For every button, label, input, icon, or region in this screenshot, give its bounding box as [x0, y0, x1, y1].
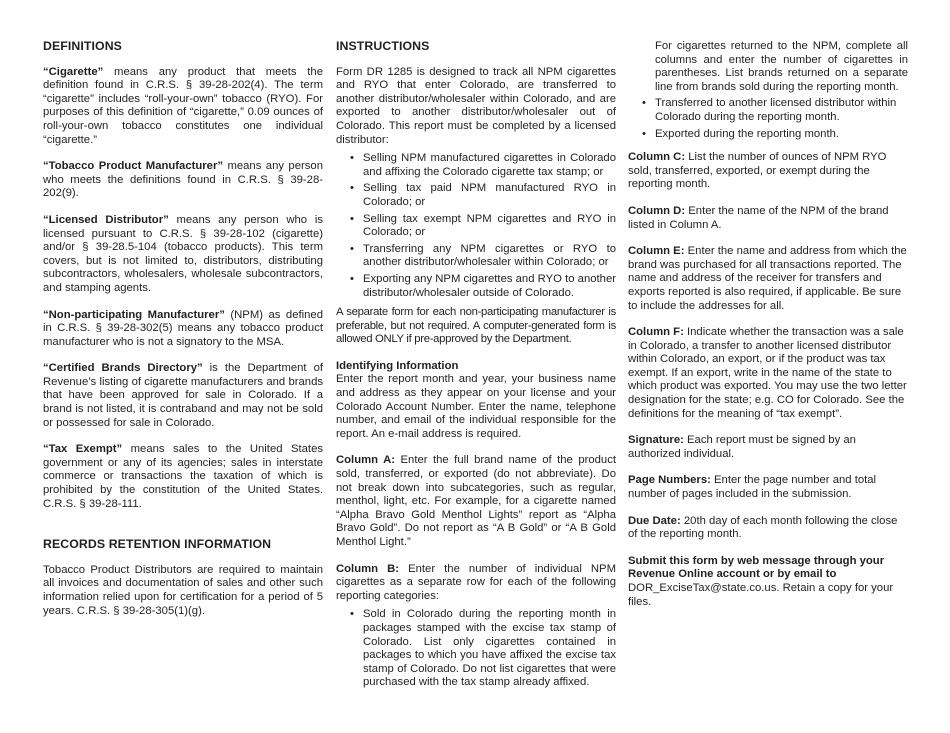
column-label: Column D: [628, 204, 686, 217]
page-numbers-instructions [628, 474, 908, 501]
definition-text: means any person who meets the definitions found in C.R.S. § 39-28-202(9). [43, 160, 323, 200]
signature-instructions [628, 434, 908, 461]
submission-label: Submit this form by web message through your Revenue Online account or by email to [628, 554, 885, 581]
definition-term: “Tax Exempt” [43, 443, 123, 456]
section-label: Signature: [628, 434, 684, 447]
column-text: Enter the name and address from which the brand was purchased for all transactions reported. The name and address of the receiver for transfers and exports reported is also required, if applicable. Be sure to include the addresses for all. [628, 245, 907, 312]
column-label: Column B: [336, 562, 400, 575]
list-item: • Selling tax exempt NPM cigarettes and RYO in Colorado; or [350, 213, 616, 240]
column-c-instructions [628, 151, 908, 192]
separate-form-note: A separate form for each non-participating manufacturer is preferable, but not required. A computer-generated form is allowed ONLY if pre-approved by the Department. [336, 306, 616, 346]
definition-term: “Non-participating Manufacturer” [43, 308, 225, 321]
submission-text: DOR_ExciseTax@state.co.us. Retain a copy for your files. [628, 582, 894, 608]
column-e-instructions [628, 245, 908, 313]
section-text: 20th day of each month following the close of the reporting month. [628, 514, 898, 541]
instructions-column [336, 40, 616, 696]
identifying-information-heading: Identifying Information [336, 359, 459, 372]
list-item: • Selling tax paid NPM manufactured RYO in Colorado; or [350, 182, 616, 209]
list-item: • Transferring any NPM cigarettes or RYO to another distributor/wholesaler within Colorado; or [350, 243, 616, 270]
definitions-heading: DEFINITIONS [43, 39, 122, 53]
records-retention-text: Tobacco Product Distributors are required to maintain all invoices and documentation of sales and other such information relied upon for certification for a period of 5 years. C.R.S. § 39-28-305(1)(g). [43, 563, 323, 617]
definition-licensed-distributor [43, 214, 323, 296]
column-b-category-list-continued [628, 97, 908, 141]
returned-cigarettes-text: For cigarettes returned to the NPM, complete all columns and enter the number of cigarettes in parentheses. List brands returned on a separate line from brands sold during the reporting month. [655, 40, 908, 93]
column-text: Indicate whether the transaction was a sale in Colorado, a transfer to another licensed distributor within Colorado, an export, or if the product was tax exempt. If an export, write in the name of the state to which product was exported. You may use the two letter designation for the state; e.g. CO for Colorado. See the definitions for the meaning of “tax exempt”. [628, 326, 907, 420]
column-f-instructions [628, 326, 908, 421]
instructions-heading: INSTRUCTIONS [336, 39, 430, 53]
column-text: Enter the number of individual NPM cigarettes as a separate row for each of the following reporting categories: [336, 562, 617, 602]
spacer [43, 524, 323, 538]
identifying-information-text: Enter the report month and year, your business name and address as they appear on your license and your Colorado Account Number. Enter the name, telephone number, and email of the individual responsible for the report. An e-mail address is required. [336, 373, 616, 440]
column-b-instructions [336, 563, 616, 604]
records-retention-heading: RECORDS RETENTION INFORMATION [43, 537, 272, 552]
definition-term: “Tobacco Product Manufacturer” [43, 160, 224, 173]
distributor-activity-list [336, 152, 616, 300]
column-b-category-list [336, 608, 616, 690]
definition-non-participating-manufacturer [43, 309, 323, 350]
list-item: • Exporting any NPM cigarettes and RYO to another distributor/wholesaler outside of Colorado. [350, 273, 616, 300]
definition-text: means any product that meets the definition found in C.R.S. § 39-28-202(4). The term “cigarette” includes “roll-your-own” tobacco (RYO). For purposes of this definition of “cigarette,” 0.09 ounces of roll-your-own tobacco constitutes one individual “cigarette.” [43, 65, 323, 146]
list-item: • Sold in Colorado during the reporting month in packages stamped with the excise tax stamp of Colorado. List only cigarettes contained in packages to which you have affixed the excise tax stamp of Colorado. Do not list cigarettes that were purchased with the tax stamp already affixed. [350, 608, 616, 690]
column-text: List the number of ounces of NPM RYO sold, transferred, exported, or exempt during the reporting month. [628, 151, 887, 191]
definition-certified-brands-directory [43, 362, 323, 430]
section-label: Due Date: [628, 514, 681, 527]
instructions-continued-column [628, 40, 908, 622]
definition-term: “Cigarette” [43, 65, 104, 78]
section-text: Each report must be signed by an authorized individual. [628, 434, 856, 460]
definition-text: is the Department of Revenue’s listing of cigarette manufacturers and brands that have been approved for sale in Colorado. If a brand is not listed, it is contraband and may not be sold or possessed for sale in Colorado. [43, 362, 323, 429]
instructions-intro: Form DR 1285 is designed to track all NPM cigarettes and RYO that enter Colorado, are transferred to another distributor/wholesaler within Colorado, and are exported to another distributor/wholesaler out of Colorado. This report must be completed by a licensed distributor: [336, 65, 616, 146]
list-item: • Transferred to another licensed distributor within Colorado during the reporting month. [642, 97, 908, 124]
definition-term: “Licensed Distributor” [43, 213, 169, 226]
column-label: Column E: [628, 245, 685, 258]
definition-text: means sales to the United States government or any of its agencies; sales in interstate commerce or transactions the taxation of which is prohibited by the constitution of the United States. C.R.S. § 39-28-111. [43, 443, 323, 510]
list-item: • Exported during the reporting month. [642, 128, 908, 142]
column-label: Column C: [628, 151, 686, 164]
column-label: Column F: [628, 326, 684, 339]
definition-tobacco-product-manufacturer [43, 160, 323, 201]
submission-instructions [628, 555, 908, 609]
section-text: Enter the page number and total number of pages included in the submission. [628, 474, 877, 501]
column-text: Enter the full brand name of the product sold, transferred, or exported (do not abbreviate). Do not break down into subcategories, such as regular, menthol, light, etc. For example, for a cigarette named “Alpha Bravo Gold Menthol Lights” report as “Alpha Bravo Gold”. Do not report as “A B Gold” or “A B Gold Menthol Light.” [336, 454, 616, 548]
section-label: Page Numbers: [628, 474, 711, 487]
column-d-instructions [628, 205, 908, 232]
definitions-column [43, 40, 323, 631]
due-date-instructions [628, 515, 908, 542]
column-text: Enter the name of the NPM of the brand listed in Column A. [628, 204, 889, 231]
list-item: • Selling NPM manufactured cigarettes in Colorado and affixing the Colorado cigarette tax stamp; or [350, 152, 616, 179]
column-label: Column A: [336, 454, 396, 467]
definition-text: (NPM) as defined in C.R.S. § 39-28-302(5) means any tobacco product manufacturer who is not a signatory to the MSA. [43, 308, 323, 348]
definition-tax-exempt [43, 443, 323, 511]
definition-term: “Certified Brands Directory” [43, 362, 203, 375]
definition-text: means any person who is licensed pursuant to C.R.S. § 39-28-102 (cigarette) and/or § 39-28.5-104 (tobacco products). This term covers, but is not limited to, distributors, distributing subcontractors, wholesalers, wholesale subcontractors, and stamping agents. [43, 213, 323, 294]
column-a-instructions [336, 454, 616, 549]
definition-cigarette [43, 66, 323, 148]
